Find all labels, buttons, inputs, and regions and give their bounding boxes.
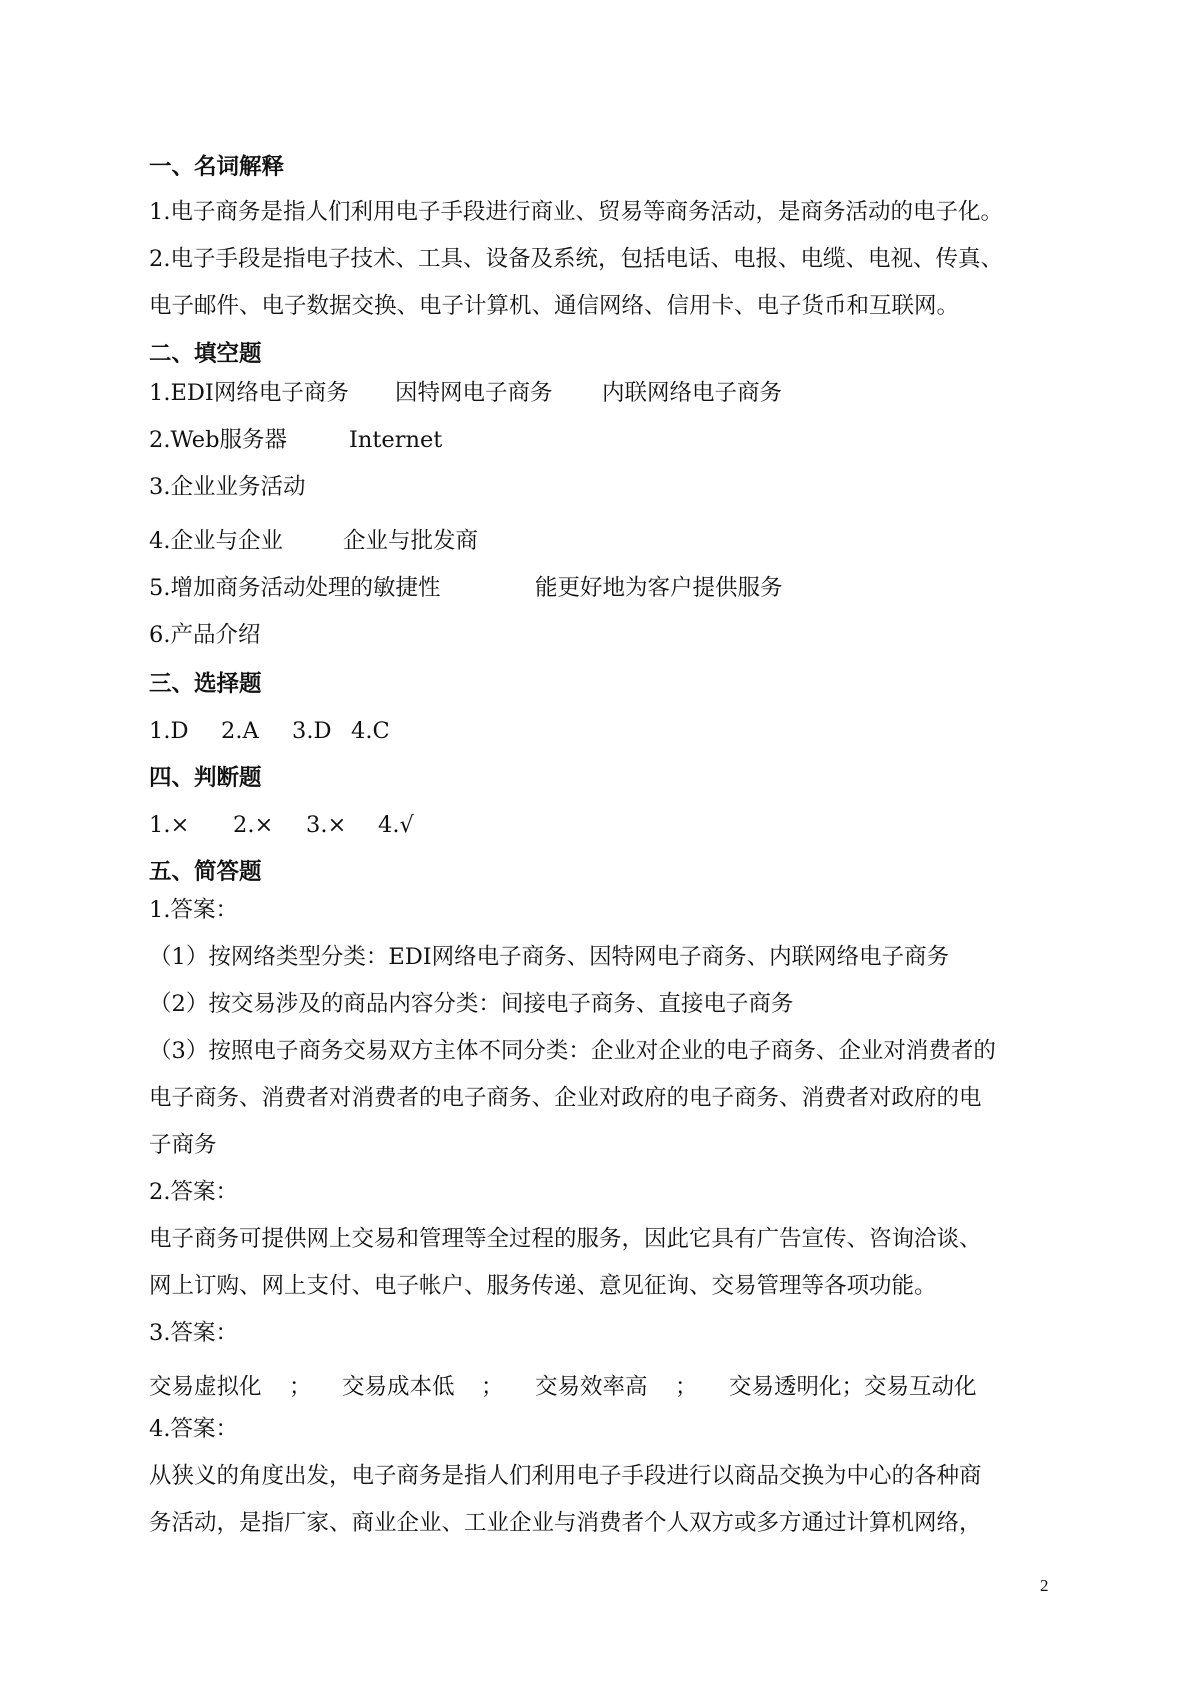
answer-segment: 交易透明化；交易互动化 <box>729 1374 977 1400</box>
paragraph-line: （1）按网络类型分类：EDI网络电子商务、因特网电子商务、内联网络电子商务 <box>149 944 950 970</box>
answer-segment: 交易虚拟化 <box>149 1374 262 1400</box>
answer-segment: 4.C <box>351 718 390 744</box>
fill-in-answer-3: 3.企业业务活动 <box>149 474 306 500</box>
answer-segment: 交易成本低 <box>342 1374 455 1400</box>
paragraph-line: 从狭义的角度出发，电子商务是指人们利用电子手段进行以商品交换为中心的各种商 <box>149 1463 982 1489</box>
answer-segment: 1.EDI网络电子商务 <box>149 380 349 406</box>
answer-segment: 4.企业与企业 <box>149 528 283 554</box>
answer-segment: 因特网电子商务 <box>395 380 553 406</box>
paragraph-line: 网上订购、网上支付、电子帐户、服务传递、意见征询、交易管理等各项功能。 <box>149 1273 937 1299</box>
section-heading-true-false: 四、判断题 <box>149 765 262 791</box>
paragraph-line: 子商务 <box>149 1132 217 1158</box>
section-heading-multiple-choice: 三、选择题 <box>149 671 262 697</box>
answer-segment: 4.√ <box>378 812 414 838</box>
answer-segment: 交易效率高 <box>535 1374 648 1400</box>
question-label: 1.答案： <box>149 897 238 923</box>
section-heading-fill-in: 二、填空题 <box>149 341 262 367</box>
question-label: 4.答案： <box>149 1416 238 1442</box>
section-heading-terms: 一、名词解释 <box>149 154 285 180</box>
page-number: 2 <box>1040 1576 1049 1595</box>
separator: ； <box>289 1374 312 1400</box>
answer-segment: 能更好地为客户提供服务 <box>535 575 783 601</box>
paragraph-line: 2.电子手段是指电子技术、工具、设备及系统，包括电话、电报、电缆、电视、传真、 <box>149 246 1003 272</box>
paragraph-line: 1.电子商务是指人们利用电子手段进行商业、贸易等商务活动，是商务活动的电子化。 <box>149 199 1003 225</box>
answer-segment: Internet <box>349 427 443 453</box>
answer-segment: 1.D <box>149 718 189 744</box>
answer-segment: 企业与批发商 <box>343 528 479 554</box>
paragraph-line: 电子邮件、电子数据交换、电子计算机、通信网络、信用卡、电子货币和互联网。 <box>149 293 960 319</box>
answer-segment: 3.× <box>306 812 347 838</box>
answer-segment: 3.D <box>292 718 332 744</box>
answer-segment: 2.× <box>233 812 274 838</box>
separator: ； <box>675 1374 698 1400</box>
paragraph-line: （2）按交易涉及的商品内容分类：间接电子商务、直接电子商务 <box>149 991 794 1017</box>
question-label: 3.答案： <box>149 1320 238 1346</box>
question-label: 2.答案： <box>149 1179 238 1205</box>
answer-segment: 2.Web服务器 <box>149 427 287 453</box>
paragraph-line: 务活动，是指厂家、商业企业、工业企业与消费者个人双方或多方通过计算机网络， <box>149 1510 982 1536</box>
section-heading-short-answer: 五、简答题 <box>149 859 262 885</box>
paragraph-line: 电子商务可提供网上交易和管理等全过程的服务，因此它具有广告宣传、咨询洽谈、 <box>149 1226 982 1252</box>
paragraph-line: 电子商务、消费者对消费者的电子商务、企业对政府的电子商务、消费者对政府的电 <box>149 1085 982 1111</box>
answer-segment: 5.增加商务活动处理的敏捷性 <box>149 575 441 601</box>
answer-segment: 内联网络电子商务 <box>602 380 783 406</box>
answer-segment: 1.× <box>149 812 190 838</box>
separator: ； <box>481 1374 504 1400</box>
answer-segment: 2.A <box>221 718 259 744</box>
paragraph-line: （3）按照电子商务交易双方主体不同分类：企业对企业的电子商务、企业对消费者的 <box>149 1038 996 1064</box>
fill-in-answer-6: 6.产品介绍 <box>149 622 261 648</box>
